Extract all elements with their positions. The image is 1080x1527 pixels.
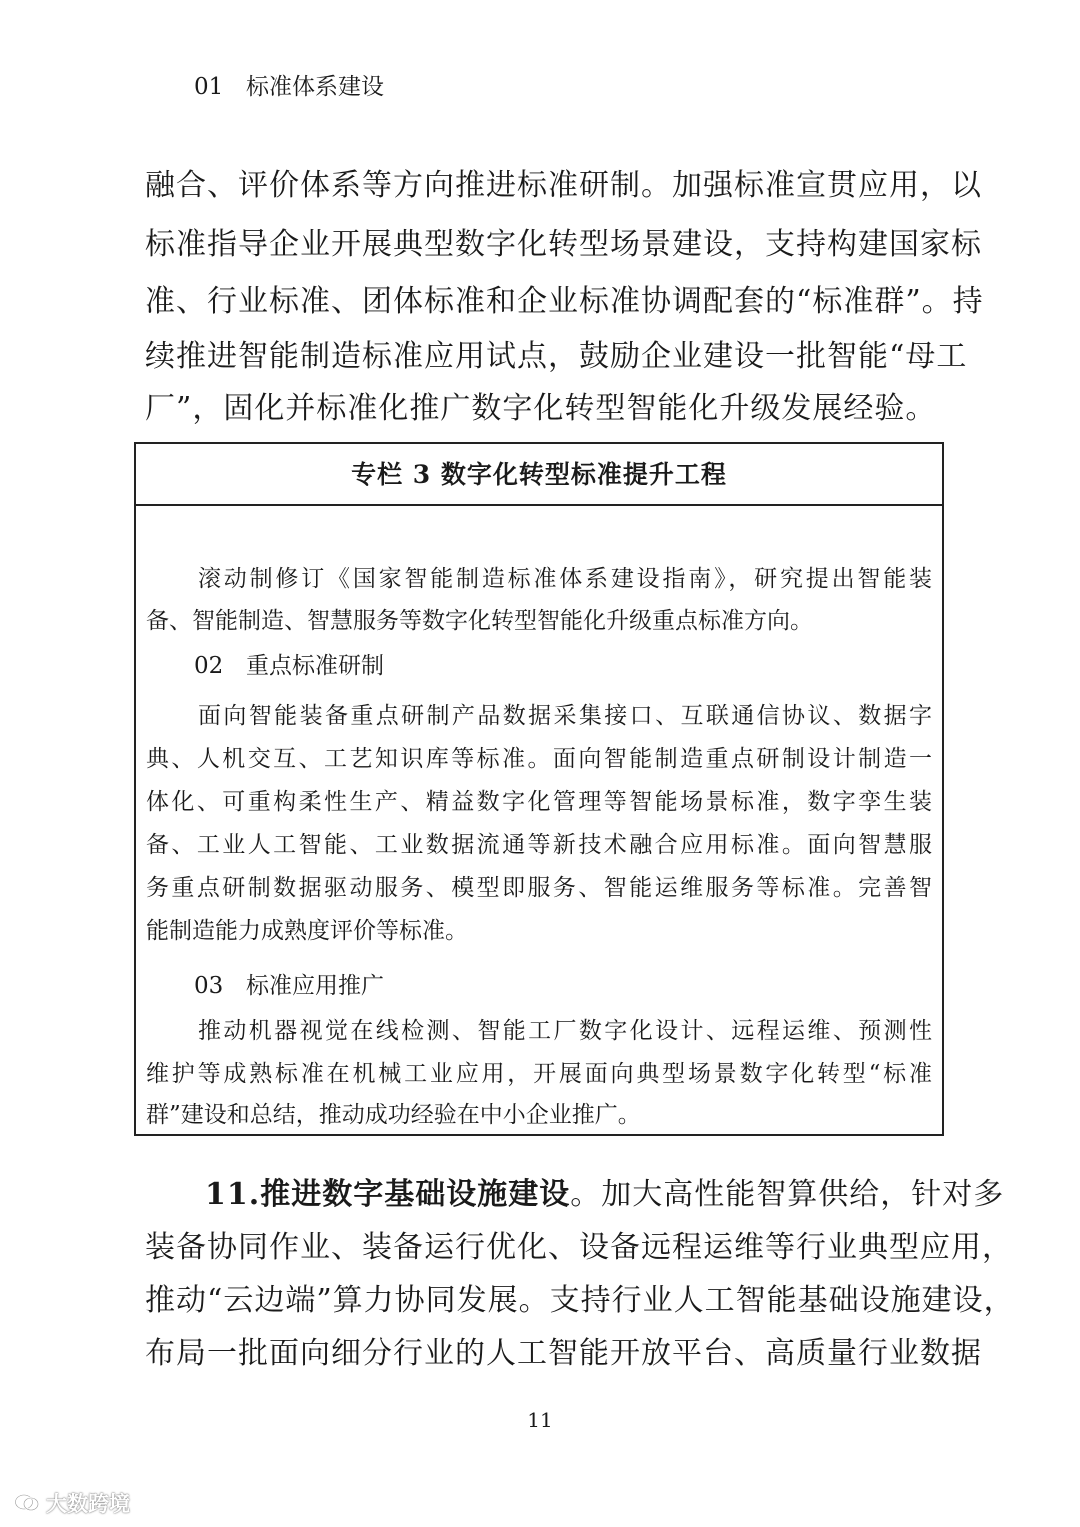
section-heading xyxy=(194,969,384,1003)
box-text-line: 面向智能装备重点研制产品数据采集接口、互联通信协议、数据字 xyxy=(198,703,932,729)
section-title: 标准应用推广 xyxy=(246,973,384,999)
box-text-line: 能制造能力成熟度评价等标准。 xyxy=(146,918,468,944)
box-text-line: 体化、可重构柔性生产、精益数字化管理等智能场景标准，数字孪生装 xyxy=(146,789,932,815)
paragraph-line: 推动“云边端”算力协同发展。支持行业人工智能基础设施建设， xyxy=(145,1283,1015,1318)
section-heading xyxy=(194,70,384,104)
box-title: 专栏 3 数字化转型标准提升工程 xyxy=(136,444,942,506)
paragraph-line: 装备协同作业、装备运行优化、设备远程运维等行业典型应用， xyxy=(145,1230,1013,1265)
box-text-line: 备、智能制造、智慧服务等数字化转型智能化升级重点标准方向。 xyxy=(146,608,813,634)
paragraph-text: 。加大高性能智算供给，针对多 xyxy=(570,1177,1005,1212)
box-text-line: 维护等成熟标准在机械工业应用，开展面向典型场景数字化转型“标准 xyxy=(146,1061,932,1087)
section-title: 重点标准研制 xyxy=(246,653,384,679)
paragraph-line: 续推进智能制造标准应用试点，鼓励企业建设一批智能“母工 xyxy=(145,339,968,374)
watermark xyxy=(14,1488,130,1518)
paragraph-line: 布局一批面向细分行业的人工智能开放平台、高质量行业数据 xyxy=(145,1336,982,1371)
paragraph-line: 准、行业标准、团体标准和企业标准协调配套的“标准群”。持 xyxy=(145,284,984,319)
paragraph-line: 厂”，固化并标准化推广数字化转型智能化升级发展经验。 xyxy=(145,391,937,426)
section-number: 02 xyxy=(194,653,224,679)
box-text-line: 典、人机交互、工艺知识库等标准。面向智能制造重点研制设计制造一 xyxy=(146,746,932,772)
paragraph-line xyxy=(205,1175,1005,1215)
box-text-line: 群”建设和总结，推动成功经验在中小企业推广。 xyxy=(146,1102,641,1128)
paragraph-line: 标准指导企业开展典型数字化转型场景建设，支持构建国家标 xyxy=(145,227,982,262)
watermark-text: 大数跨境 xyxy=(46,1492,130,1516)
chat-bubbles-logo-icon xyxy=(14,1492,40,1514)
section-title: 标准体系建设 xyxy=(246,74,384,100)
section-heading xyxy=(194,649,384,683)
section-heading: 11.推进数字基础设施建设 xyxy=(205,1177,571,1212)
section-number: 01 xyxy=(194,74,224,100)
box-text-line: 务重点研制数据驱动服务、模型即服务、智能运维服务等标准。完善智 xyxy=(146,875,932,901)
section-number: 03 xyxy=(194,973,224,999)
page-number: 11 xyxy=(527,1408,553,1432)
box-text-line: 备、工业人工智能、工业数据流通等新技术融合应用标准。面向智慧服 xyxy=(146,832,932,858)
box-text-line: 推动机器视觉在线检测、智能工厂数字化设计、远程运维、预测性 xyxy=(198,1018,932,1044)
box-text-line: 滚动制修订《国家智能制造标准体系建设指南》，研究提出智能装 xyxy=(198,566,932,592)
paragraph-line: 融合、评价体系等方向推进标准研制。加强标准宣贯应用，以 xyxy=(145,168,982,203)
